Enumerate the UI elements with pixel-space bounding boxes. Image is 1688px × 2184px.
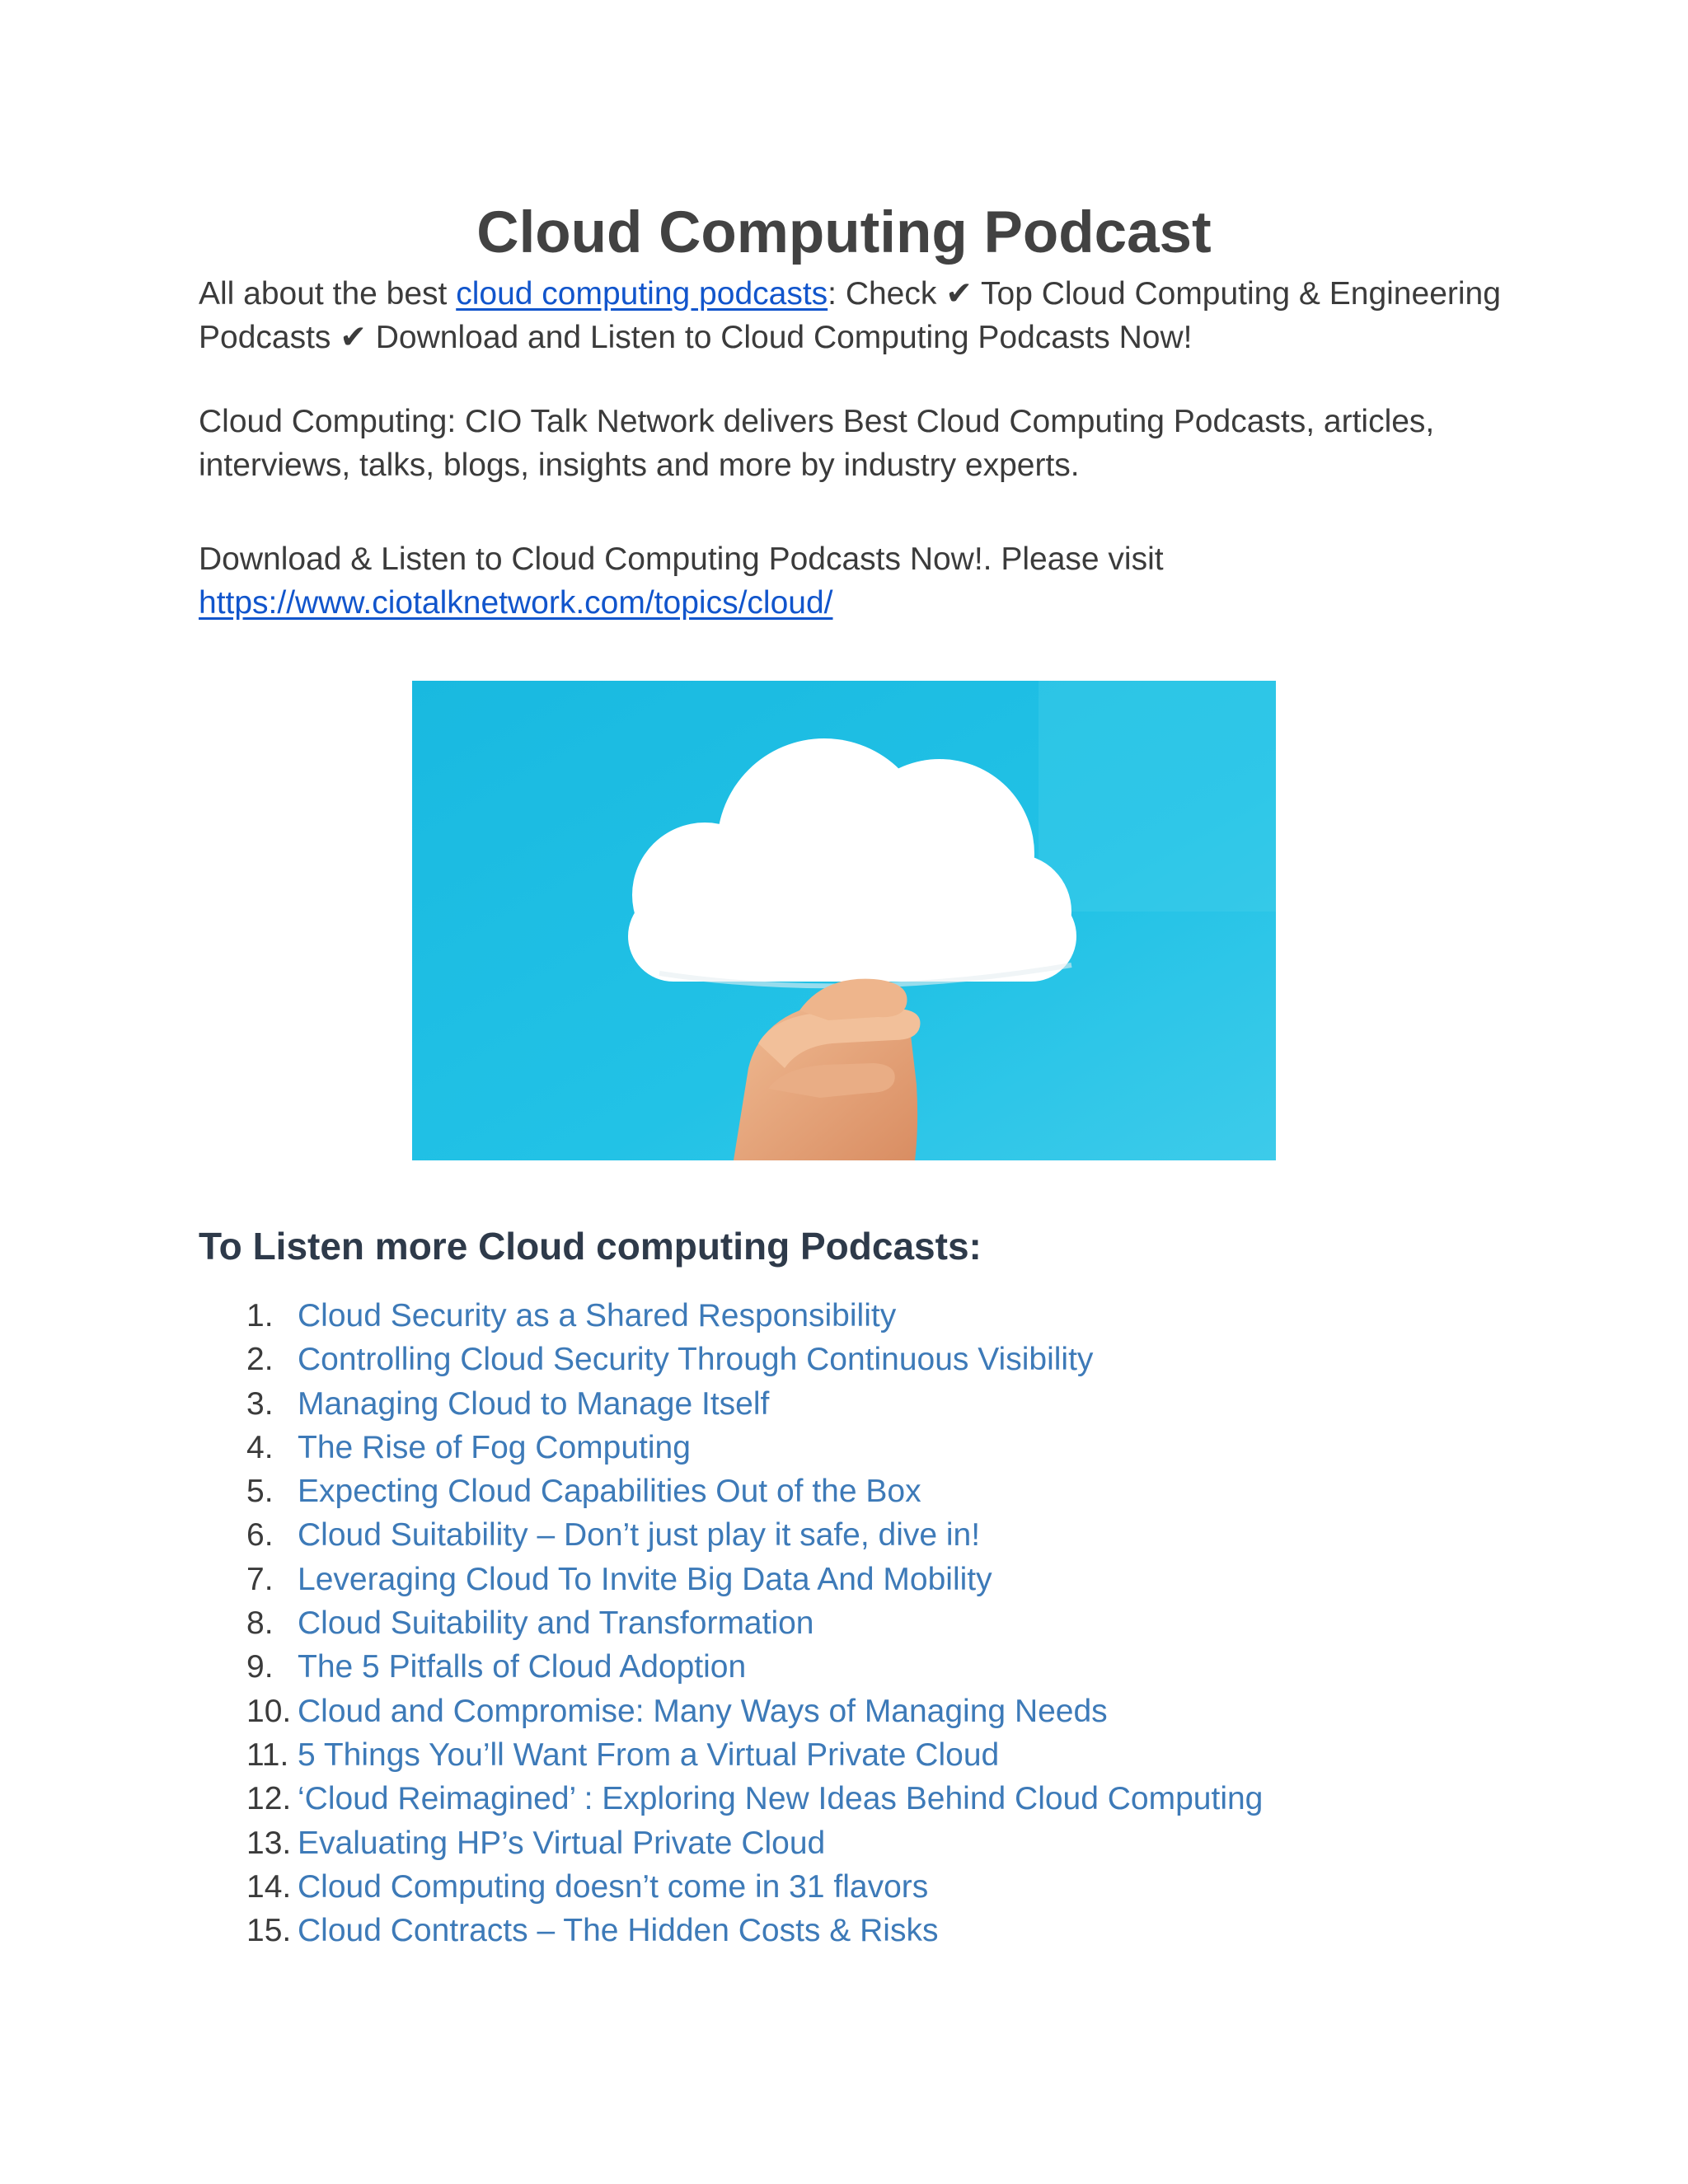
list-number: 9.	[246, 1649, 274, 1685]
list-number: 6.	[246, 1517, 274, 1554]
list-number: 8.	[246, 1605, 274, 1642]
list-number: 2.	[246, 1342, 274, 1378]
podcast-link[interactable]: Cloud and Compromise: Many Ways of Managing Needs	[298, 1693, 1108, 1729]
intro-suffix: : Check ✔ Top Cloud Computing & Engineering Podcasts ✔ Download and Listen to Cloud Computing Podcasts Now!	[199, 276, 1501, 355]
ciotalknetwork-url-link[interactable]: https://www.ciotalknetwork.com/topics/cloud/	[199, 585, 833, 621]
podcast-link[interactable]: Cloud Security as a Shared Responsibility	[298, 1298, 897, 1333]
list-number: 12.	[246, 1781, 292, 1817]
podcast-link[interactable]: Cloud Contracts – The Hidden Costs & Risks	[298, 1913, 939, 1949]
list-number: 3.	[246, 1385, 274, 1422]
page-title: Cloud Computing Podcast	[476, 200, 1212, 265]
podcast-link[interactable]: Leveraging Cloud To Invite Big Data And Mobility	[298, 1561, 992, 1597]
intro-paragraph	[199, 272, 1501, 359]
podcast-link[interactable]: Cloud Suitability and Transformation	[298, 1605, 814, 1642]
podcasts-subheading: To Listen more Cloud computing Podcasts:	[199, 1225, 982, 1268]
podcast-link[interactable]: Expecting Cloud Capabilities Out of the Box	[298, 1474, 921, 1510]
cloud-computing-podcasts-link[interactable]: cloud computing podcasts	[456, 276, 828, 312]
podcast-link[interactable]: Cloud Suitability – Don’t just play it safe, dive in!	[298, 1517, 981, 1554]
list-number: 5.	[246, 1474, 274, 1510]
podcast-link[interactable]: The Rise of Fog Computing	[298, 1429, 691, 1465]
visit-text: Download & Listen to Cloud Computing Podcasts Now!. Please visit	[199, 541, 1164, 577]
list-number: 4.	[246, 1429, 274, 1465]
podcast-link[interactable]: Cloud Computing doesn’t come in 31 flavors	[298, 1868, 929, 1905]
podcast-link[interactable]: The 5 Pitfalls of Cloud Adoption	[298, 1649, 747, 1685]
intro-prefix: All about the best	[199, 276, 457, 312]
list-number: 13.	[246, 1825, 292, 1861]
podcast-link[interactable]: Controlling Cloud Security Through Continuous Visibility	[298, 1342, 1094, 1378]
list-number: 7.	[246, 1561, 274, 1597]
cloud-hero-image	[412, 681, 1276, 1160]
podcast-link[interactable]: 5 Things You’ll Want From a Virtual Private Cloud	[298, 1736, 1000, 1773]
podcast-link[interactable]: Evaluating HP’s Virtual Private Cloud	[298, 1825, 826, 1861]
list-number: 14.	[246, 1868, 292, 1905]
list-number: 1.	[246, 1298, 274, 1333]
visit-paragraph	[199, 537, 1501, 625]
podcast-link[interactable]: ‘Cloud Reimagined’ : Exploring New Ideas Behind Cloud Computing	[298, 1781, 1264, 1817]
list-number: 10.	[246, 1693, 292, 1729]
description-paragraph: Cloud Computing: CIO Talk Network delivers Best Cloud Computing Podcasts, articles, interviews, talks, blogs, insights and more by industry experts.	[199, 404, 1435, 483]
podcast-link[interactable]: Managing Cloud to Manage Itself	[298, 1385, 770, 1422]
list-number: 11.	[246, 1736, 289, 1773]
list-number: 15.	[246, 1913, 292, 1949]
